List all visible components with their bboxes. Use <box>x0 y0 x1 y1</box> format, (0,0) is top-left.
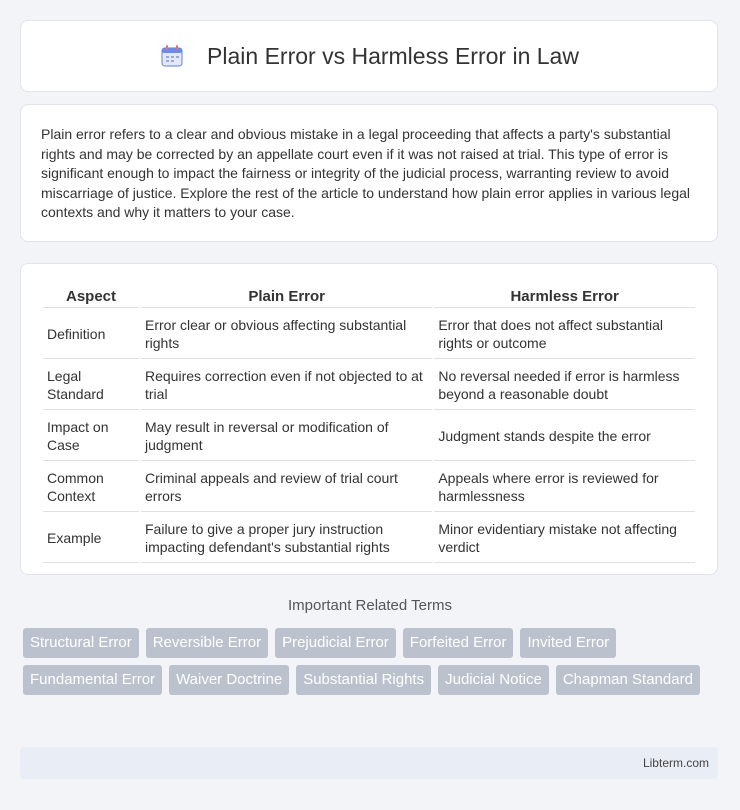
tag-judicial-notice[interactable]: Judicial Notice <box>438 665 549 695</box>
tag-chapman-standard[interactable]: Chapman Standard <box>556 665 700 695</box>
title-card <box>20 20 718 92</box>
table-cell: Legal Standard <box>43 361 139 410</box>
tag-fundamental-error[interactable]: Fundamental Error <box>23 665 162 695</box>
table-cell: Appeals where error is reviewed for harmlessness <box>434 463 695 512</box>
table-cell: Common Context <box>43 463 139 512</box>
related-terms-list <box>23 628 723 695</box>
table-cell: Example <box>43 514 139 563</box>
header-aspect: Aspect <box>43 282 139 308</box>
table-cell: Impact on Case <box>43 412 139 461</box>
related-terms-title: Important Related Terms <box>288 597 452 614</box>
intro-text: Plain error refers to a clear and obvious mistake in a legal proceeding that affects a party's substantial rights and may be corrected by an appellate court even if it was not raised at trial. This type of error is significant enough to impact the fairness or integrity of the judicial process, warranting review to avoid miscarriage of justice. Explore the rest of the article to understand how plain error applies in various legal contexts and why it matters to your case. <box>41 126 690 221</box>
tag-prejudicial-error[interactable]: Prejudicial Error <box>275 628 396 658</box>
comparison-table <box>41 280 697 565</box>
table-cell: Definition <box>43 310 139 359</box>
table-row <box>43 514 695 563</box>
comparison-table-card <box>20 263 718 575</box>
table-cell: Criminal appeals and review of trial court errors <box>141 463 432 512</box>
header-harmless-error: Harmless Error <box>434 282 695 308</box>
tag-substantial-rights[interactable]: Substantial Rights <box>296 665 431 695</box>
table-row <box>43 412 695 461</box>
table-header-row <box>43 282 695 308</box>
table-cell: Judgment stands despite the error <box>434 412 695 461</box>
tag-waiver-doctrine[interactable]: Waiver Doctrine <box>169 665 289 695</box>
calendar-icon <box>159 43 185 69</box>
tag-reversible-error[interactable]: Reversible Error <box>146 628 268 658</box>
header-plain-error: Plain Error <box>141 282 432 308</box>
table-row <box>43 463 695 512</box>
intro-card <box>20 104 718 242</box>
page-title: Plain Error vs Harmless Error in Law <box>207 42 579 69</box>
tag-forfeited-error[interactable]: Forfeited Error <box>403 628 514 658</box>
table-cell: Error clear or obvious affecting substantial rights <box>141 310 432 359</box>
tag-structural-error[interactable]: Structural Error <box>23 628 139 658</box>
table-row <box>43 361 695 410</box>
table-cell: Minor evidentiary mistake not affecting verdict <box>434 514 695 563</box>
table-cell: Failure to give a proper jury instruction impacting defendant's substantial rights <box>141 514 432 563</box>
footer-site-link[interactable]: Libterm.com <box>642 756 709 770</box>
table-row <box>43 310 695 359</box>
table-cell: May result in reversal or modification of judgment <box>141 412 432 461</box>
table-cell: Requires correction even if not objected to at trial <box>141 361 432 410</box>
table-cell: No reversal needed if error is harmless beyond a reasonable doubt <box>434 361 695 410</box>
table-cell: Error that does not affect substantial rights or outcome <box>434 310 695 359</box>
footer <box>20 747 718 779</box>
tag-invited-error[interactable]: Invited Error <box>520 628 616 658</box>
